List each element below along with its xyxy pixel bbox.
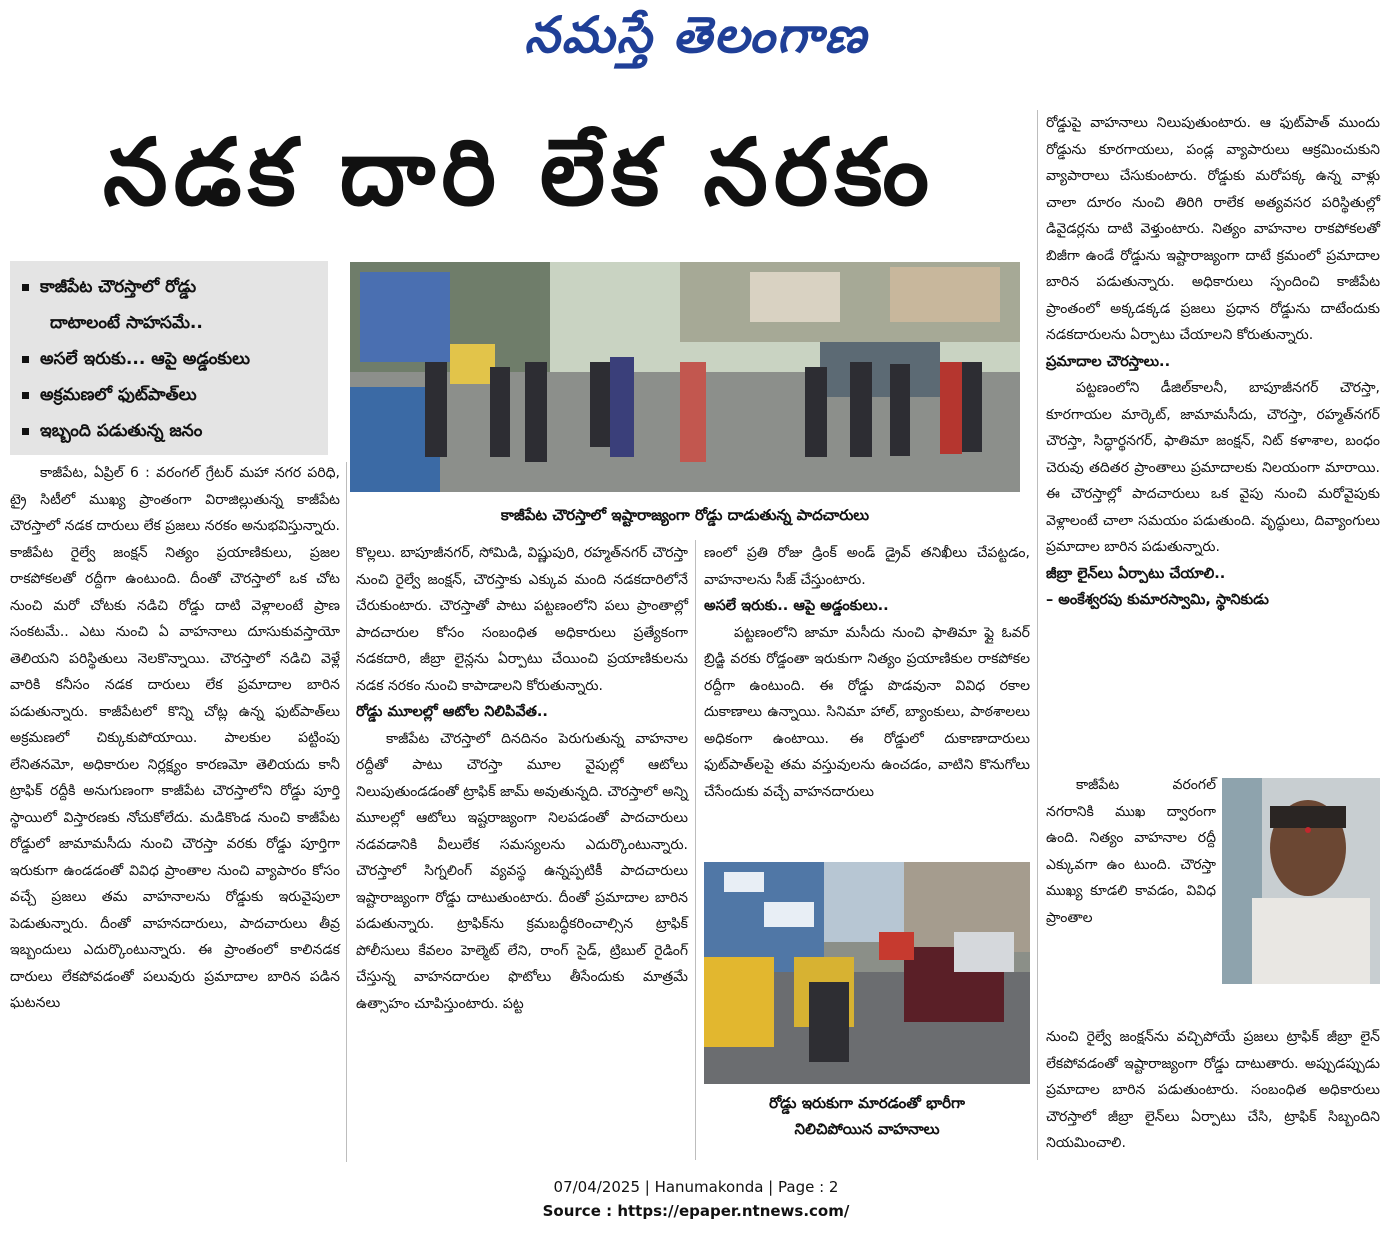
highlight-item: అక్రమణలో ఫుట్‌పాత్‌లు: [20, 377, 318, 413]
article-subhead: జీబ్రా లైన్‌లు ఏర్పాటు చేయాలి..: [1046, 565, 1226, 582]
article-column-2: [356, 540, 688, 1160]
portrait-photo: [1222, 778, 1380, 984]
photo2-caption-line2: నిలిచిపోయిన వాహనాలు: [794, 1120, 940, 1138]
article-paragraph: నుంచి రైల్వే జంక్షన్‌ను వచ్చిపోయే ప్రజలు ట్రాఫిక్ జీబ్రా లైన్ లేకపోవడంతో ఇష్టారాజ్యంగా రోడ్డు దాటుతారు. అప్పుడప్పుడు ప్రమాదాల బారిన పడుతుంటారు. సంబంధిత అధికారులు చౌరస్తాలో జీబ్రా లైన్‌లు ఏర్పాటు చేసి, ట్రాఫిక్ సిబ్బందిని నియమించాలి.: [1046, 1029, 1380, 1151]
highlights-box: [10, 261, 328, 455]
article-column-4-bottom: [1046, 1024, 1380, 1164]
footer-source-link[interactable]: Source : https://epaper.ntnews.com/: [542, 1202, 850, 1220]
photo2-caption-line1: రోడ్డు ఇరుకుగా మారడంతో భారీగా: [769, 1094, 965, 1112]
article-paragraph: కాజీపేట, ఏప్రిల్ 6 : వరంగల్ గ్రేటర్ మహా నగర పరిధి, ట్రై సిటీలో ముఖ్య ప్రాంతంగా విరాజిల్లుతున్న కాజీపేట చౌరస్తాలో నడక దారులు లేక ప్రజలు నరకం అనుభవిస్తున్నారు. కాజీపేట రైల్వే జంక్షన్ నిత్యం ప్రయాణికులు, ప్రజల రాకపోకలతో రద్దీగా ఉంటుంది. దీంతో చౌరస్తాలో ఒక చోట నుంచి మరో చోటకు నడిచి రోడ్డు దాటి వెళ్లాలంటే ప్రాణ సంకటమే.. ఎటు నుంచి ఏ వాహనాలు దూసుకువస్తాయో తెలియని పరిస్థితులు నెలకొన్నాయి. చౌరస్తాలో నడిచి వెళ్లే వారికి కనీసం నడక దారులు లేక ప్రమాదాల బారిన పడుతున్నారు. కాజీపేటలో కొన్ని చోట్ల ఉన్న ఫుట్‌పాత్‌లు అక్రమణలో చిక్కుకుపోయాయి. పాలకుల పట్టింపు లేనితనమో, అధికారుల నిర్లక్ష్యం కారణమో తెలియదు కానీ ట్రాఫిక్ రద్దీకి అనుగుణంగా కాజీపేట చౌరస్తాలోని రోడ్డు పూర్తి స్థాయిలో విస్తారణకు నోచుకోలేదు. మడికొండ నుంచి కాజీపేట రోడ్డులో జామామసీదు నుంచి చౌరస్తా వరకు రోడ్డు పూర్తిగా ఇరుకుగా ఉండడంతో వివిధ ప్రాంతాల నుంచి వ్యాపారం కోసం వచ్చే ప్రజలు తమ వాహనాలను రోడ్డుకు ఇరువైపులా పెడుతున్నారు. దీంతో వాహనదారులు, పాదచారులు తీవ్ర ఇబ్బందులు ఎదుర్కొంటున్నారు. ఈ ప్రాంతంలో కాలినడక దారులు లేకపోవడంతో పలువురు ప్రమాదాల బారిన పడిన ఘటనలు: [10, 465, 340, 1011]
article-column-3: [704, 540, 1030, 852]
article-column-4-quote: [1046, 772, 1216, 1020]
article-paragraph: పట్టణంలోని డీజిల్‌కాలనీ, బాపూజీనగర్ చౌరస్తా, కూరగాయల మార్కెట్, జామామసీదు, చౌరస్తా, రహ్మత్‌నగర్ చౌరస్తా, సిద్ధార్థనగర్, ఫాతిమా జంక్షన్, నిట్ కళాశాల, బంధం చెరువు తదితర ప్రాంతాలు ప్రమాదాలకు నిలయంగా మారాయి. ఈ చౌరస్తాల్లో పాదచారులు ఒక వైపు నుంచి మరోవైపుకు వెళ్లాలంటే చాలా సమయం పడుతుంది. వృద్ధులు, దివ్యాంగులు ప్రమాదాల బారిన పడుతున్నారు.: [1046, 380, 1380, 555]
page-footer: [0, 1175, 1392, 1223]
highlight-item: ఇబ్బంది పడుతున్న జనం: [20, 413, 318, 449]
article-subhead: ప్రమాదాల చౌరస్తాలు..: [1046, 353, 1171, 370]
column-divider: [695, 540, 696, 1160]
article-subhead: అసలే ఇరుకు.. ఆపై అడ్డంకులు..: [704, 598, 889, 614]
photo2-caption: [704, 1090, 1030, 1142]
article-paragraph: పట్టణంలోని జామా మసీదు నుంచి ఫాతిమా ఫ్లై ఓవర్ బ్రిడ్జి వరకు రోడ్డంతా ఇరుకుగా నిత్యం ప్రయాణికుల రాకపోకల రద్దీగా ఉంటుంది. ఈ రోడ్డు పొడవునా వివిధ రకాల దుకాణాలు ఉన్నాయి. సినిమా హాల్, బ్యాంకులు, పాఠశాలలు అధికంగా ఉంటాయి. ఈ రోడ్డులో దుకాణాదారులు ఫుట్‌పాత్‌లపై తమ వస్తువులను ఉంచడం, వాటిని కొనుగోలు చేసేందుకు వచ్చే వాహనదారులు: [704, 624, 1030, 800]
article-paragraph: కొల్లలు. బాపూజీనగర్, సోమిడి, విష్ణుపురి, రహ్మత్‌నగర్ చౌరస్తా నుంచి రైల్వే జంక్షన్, చౌరస్తాకు ఎక్కువ మంది నడకదారిలోనే చేరుకుంటారు. చౌరస్తాతో పాటు పట్టణంలోని పలు ప్రాంతాల్లో పాదచారుల కోసం సంబంధిత అధికారులు ప్రత్యేకంగా నడకదారి, జీబ్రా లైన్లను ఏర్పాటు చేయించి ప్రయాణికులను నడక నరకం నుంచి కాపాడాలని కోరుతున్నారు.: [356, 545, 688, 694]
footer-date-edition: 07/04/2025 | Hanumakonda | Page : 2: [553, 1178, 839, 1196]
photo1-caption: కాజీపేట చౌరస్తాలో ఇష్టారాజ్యంగా రోడ్డు దాడుతున్న పాదచారులు: [500, 506, 870, 524]
article-subhead: రోడ్డు మూలల్లో ఆటోల నిలిపివేత..: [356, 704, 548, 720]
article-paragraph: కాజీపేట వరంగల్ నగరానికి ముఖ ద్వారంగా ఉంది. నిత్యం వాహనాల రద్దీ ఎక్కువగా ఉం టుంది. చౌరస్తా ముఖ్య కూడలి కావడం, వివిధ ప్రాంతాల: [1046, 777, 1216, 926]
highlight-item-continued: దాటాలంటే సాహసమే..: [50, 313, 203, 333]
masthead-logo: నమస్తే తెలంగాణ: [524, 6, 868, 64]
article-paragraph: ణంలో ప్రతి రోజు డ్రింక్ అండ్ డ్రైవ్ తనిఖీలు చేపట్టడం, వాహనాలను సీజ్ చేస్తుంటారు.: [704, 545, 1030, 588]
photo-traffic-jam: [704, 862, 1030, 1084]
article-paragraph: కాజీపేట చౌరస్తాలో దినదినం పెరుగుతున్న వాహనాల రద్దీతో పాటు చౌరస్తా మూల వైపుల్లో ఆటోలు నిలుపుతుండడంతో ట్రాఫిక్ జామ్ అవుతున్నది. చౌరస్తాలో అన్ని మూలల్లో ఆటోలు ఇష్టరాజ్యంగా నిలపడంతో పాదచారులు నడవడానికి వీలులేక సమస్యలను ఎదుర్కొంటున్నారు. చౌరస్తాలో సిగ్నలింగ్ వ్యవస్థ ఉన్నప్పటికీ పాదచారులు ఇష్టారాజ్యంగా రోడ్డు దాటుతుంటారు. దీంతో ప్రమాదాల బారిన పడుతున్నారు. ట్రాఫిక్‌ను క్రమబద్ధీకరించాల్సిన ట్రాఫిక్ పోలీసులు కేవలం హెల్మెట్ లేని, రాంగ్ సైడ్, ట్రిబుల్ రైడింగ్ చేస్తున్న వాహనదారుల ఫొటోలు తీసేందుకు మాత్రమే ఉత్సాహం చూపిస్తుంటారు. పట్ట: [356, 730, 688, 1012]
photo-pedestrians-crossing: [350, 262, 1020, 492]
article-paragraph: రోడ్డుపై వాహనాలు నిలుపుతుంటారు. ఆ ఫుట్‌పాత్ ముందు రోడ్డును కూరగాయలు, పండ్ల వ్యాపారులు ఆక్రమించుకుని వ్యాపారాలు చేసుకుంటారు. రోడ్డుకు మరోపక్క ఉన్న వాళ్లు చాలా దూరం నుంచి తిరిగి రాలేక అత్యవసర పరిస్థితుల్లో డివైడర్లను దాటి వెళ్తుంటారు. నిత్యం వాహనాల రాకపోకలతో బిజీగా ఉండే రోడ్డును ఇష్టారాజ్యంగా దాటే క్రమంలో ప్రమాదాల బారిన పడుతున్నారు. అధికారులు స్పందించి కాజీపేట ప్రాంతంలో అక్కడక్కడ ప్రజలు ప్రధాన రోడ్డును దాటేందుకు నడకదారులను ఏర్పాటు చేయాలని కోరుతున్నారు.: [1046, 115, 1380, 343]
headline: నడక దారి లేక నరకం: [102, 119, 936, 226]
column-divider: [1037, 110, 1038, 1160]
column-divider: [346, 462, 347, 1162]
article-column-4: [1046, 110, 1380, 770]
highlight-item: అసలే ఇరుకు... ఆపై అడ్డంకులు: [20, 341, 318, 377]
article-byline: – అంకేశ్వరపు కుమారస్వామి, స్థానికుడు: [1046, 592, 1269, 608]
highlight-item: కాజీపేట చౌరస్తాలో రోడ్డు: [20, 269, 318, 305]
photo-traffic-illustration: [704, 862, 1030, 1084]
photo-pedestrians-illustration: [350, 262, 1020, 492]
article-column-1: [10, 460, 340, 1165]
portrait-illustration: [1222, 778, 1380, 984]
